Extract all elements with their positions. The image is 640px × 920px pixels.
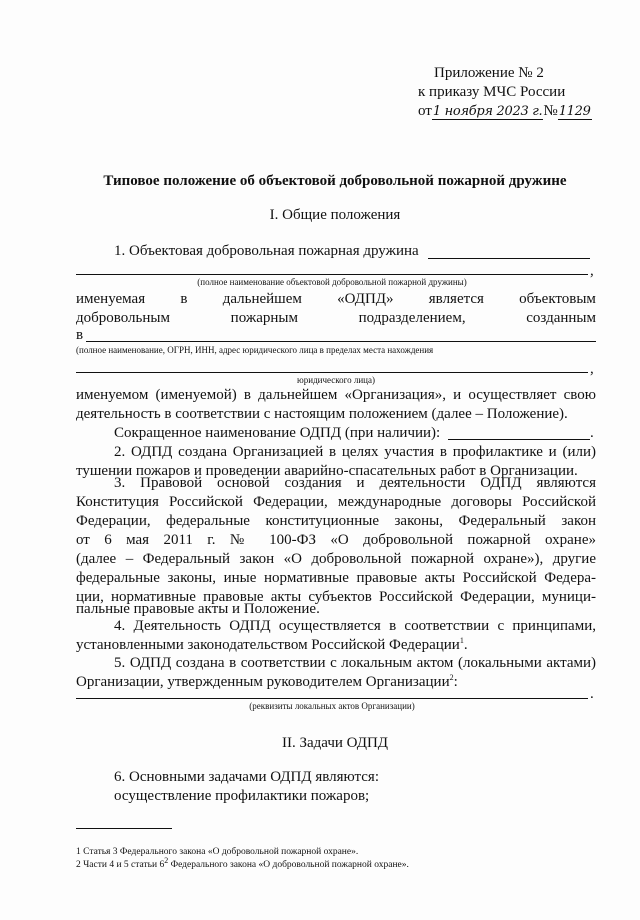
blank-line — [428, 258, 590, 259]
section-heading-general: I. Общие положения — [269, 207, 401, 223]
period: . — [590, 425, 594, 441]
section-heading-tasks: II. Задачи ОДПД — [281, 735, 389, 751]
annex-header — [418, 64, 618, 121]
caption-org-cont: юридического лица) — [297, 375, 375, 385]
word: пожарным — [230, 310, 298, 326]
paragraph-5-b-text: Организации, утвержденным руководителем Организации — [76, 674, 450, 690]
word-in: в — [76, 327, 84, 343]
annex-from: от — [418, 103, 432, 119]
paragraph-3-line: Федерации, федеральные конституционные законы, Федеральный закон — [76, 513, 596, 529]
paragraph-6-item-1: осуществление профилактики пожаров; — [114, 788, 370, 804]
paragraph-6: 6. Основными задачами ОДПД являются: — [114, 769, 379, 785]
handwritten-number: 1129 — [558, 104, 591, 119]
paragraph-2-a: 2. ОДПД создана Организацией в целях участия в профилактике и (или) — [114, 444, 596, 460]
word: подразделением, — [358, 310, 466, 326]
paragraph-3-line: Конституция Российской Федерации, международные договоры Российской — [76, 494, 596, 510]
word: является — [428, 291, 484, 307]
line-named — [76, 290, 596, 309]
footnote-2-a: 2 Части 4 и 5 статьи 6 — [76, 860, 165, 870]
word: созданным — [526, 310, 596, 326]
paragraph-3-line: федеральные законы, иные нормативные правовые акты Российской Федера- — [76, 570, 596, 586]
footnote-separator — [76, 828, 172, 829]
blank-line — [76, 372, 588, 373]
paragraph-4-b-text: установленными законодательством Российской Федерации — [76, 637, 460, 653]
paragraph-3-line: 3. Правовой основой создания и деятельности ОДПД являются — [114, 475, 596, 491]
colon: : — [453, 674, 458, 690]
footnote-2-b: Федерального закона «О добровольной пожарной охране». — [168, 860, 409, 870]
period: . — [590, 686, 594, 702]
paragraph-3-line: от 6 мая 2011 г. № 100-ФЗ «О добровольной пожарной охране» — [76, 532, 596, 548]
period: . — [463, 637, 468, 653]
paragraph-4-b — [76, 636, 468, 655]
blank-line — [86, 341, 596, 342]
annex-title: Приложение № 2 — [434, 65, 544, 81]
paragraph-1-start: 1. Объектовая добровольная пожарная дружина — [114, 243, 419, 259]
word: в — [180, 291, 188, 307]
annex-number-sign: № — [543, 103, 558, 119]
caption-full-name: (полное наименование объектовой добровольной пожарной дружины) — [197, 277, 467, 287]
comma: , — [590, 361, 594, 377]
paragraph-2-b: тушении пожаров и проведении аварийно-спасательных работ в Организации. — [76, 463, 578, 479]
caption-org: (полное наименование, ОГРН, ИНН, адрес юридического лица в пределах места нахождения — [76, 345, 434, 355]
short-name-label: Сокращенное наименование ОДПД (при наличии): — [114, 425, 441, 441]
paragraph-4-a: 4. Деятельность ОДПД осуществляется в соответствии с принципами, — [114, 618, 596, 634]
paragraph-3-line: (далее – Федеральный закон «О добровольной пожарной охране»), другие — [76, 551, 596, 567]
paragraph-5-a: 5. ОДПД создана в соответствии с локальным актом (локальными актами) — [114, 655, 596, 671]
footnote-2 — [76, 855, 409, 871]
comma: , — [590, 263, 594, 279]
paragraph-5-b — [76, 673, 458, 692]
caption-acts: (реквизиты локальных актов Организации) — [249, 701, 415, 711]
word: дальнейшем — [222, 291, 302, 307]
footnote-ref-1: 1 — [459, 636, 464, 645]
document-title: Типовое положение об объектовой добровольной пожарной дружине — [103, 173, 567, 189]
paragraph-3-line: ции, нормативные правовые акты субъектов Российской Федерации, муници- — [76, 589, 596, 605]
line-unit — [76, 309, 596, 328]
footnote-1: 1 Статья 3 Федерального закона «О добровольной пожарной охране». — [76, 847, 359, 857]
annex-date-number — [418, 102, 618, 121]
annex-order-ref: к приказу МЧС России — [418, 84, 566, 100]
blank-line — [448, 439, 590, 440]
footnote-2-sup: 2 — [164, 855, 169, 865]
word: именуемая — [76, 291, 146, 307]
footnote-ref-2: 2 — [449, 673, 454, 682]
paragraph-1-cont-b: деятельность в соответствии с настоящим положением (далее – Положение). — [76, 406, 568, 422]
paragraph-3-last: пальные правовые акты и Положение. — [76, 601, 320, 617]
paragraph-1-cont-a: именуемом (именуемой) в дальнейшем «Организация», и осуществляет свою — [76, 387, 596, 403]
blank-line — [76, 698, 588, 699]
word: добровольным — [76, 310, 170, 326]
word: «ОДПД» — [337, 291, 394, 307]
handwritten-date: 1 ноября 2023 г. — [432, 104, 543, 119]
word: объектовым — [519, 291, 596, 307]
blank-line — [76, 274, 588, 275]
